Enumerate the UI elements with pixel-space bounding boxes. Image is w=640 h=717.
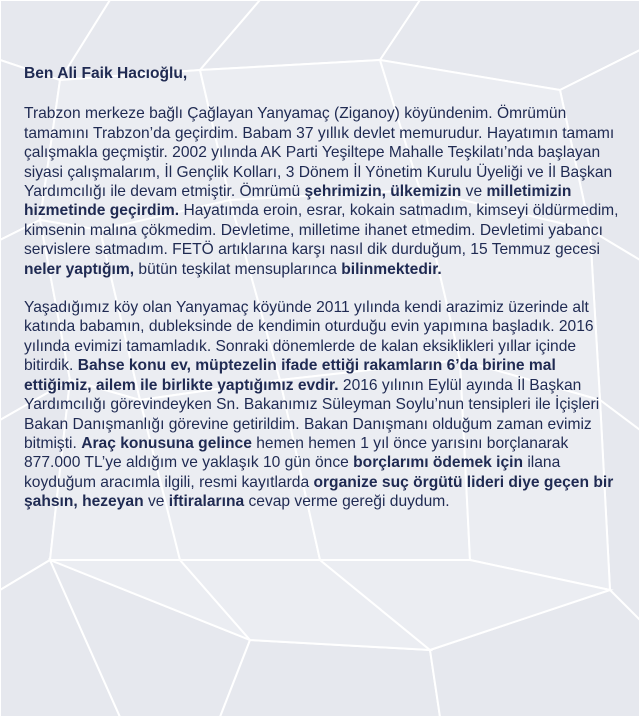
bold-text-segment: milletimizin hizmetinde geçirdim. [24,183,572,220]
paragraph-1 [24,104,624,279]
bold-text-segment: Araç konusuna gelince [81,434,252,452]
bold-text-segment: bilinmektedir. [341,260,442,278]
bold-text-segment: organize suç örgütü lideri diye geçen bir şahsın, hezeyan [24,473,614,511]
text-segment: ve [143,493,169,511]
text-segment: hemen hemen 1 yıl önce yarısını borçlanarak 877.000 TL’ye aldığım ve yaklaşık 10 gün önce [24,434,569,472]
text-segment: cevap verme gereği duydum. [244,493,450,511]
bold-text-segment: borçlarımı ödemek için [353,454,523,472]
text-segment: ve [461,183,487,201]
text-segment: bütün teşkilat mensuplarınca [134,260,342,278]
bold-text-segment: şehrimizin, ülkemizin [304,183,462,201]
bold-text-segment: Bahse konu ev, müptezelin ifade ettiği rakamların 6’da birine mal ettiğimiz, ailem ile birlikte yaptığımız evdir. [24,357,556,394]
bold-text-segment: iftiralarına [168,493,245,511]
text-segment: Trabzon merkeze bağlı Çağlayan Yanyamaç (Ziganoy) köyündenim. Ömrümün tamamını Trabzon’da geçirdim. Babam 37 yıllık devlet memurudur. Hayatımın tamamı çalışmakla geçmiştir. 2002 yılında AK Parti Yeşiltepe Mahalle Teşkilatı’nda başlayan siyasi çalışmalarım, İl Gençlik Kolları, 3 Dönem İl Yönetim Kurulu Üyeliği ve İl Başkan Yardımcılığı ile devam etmiştir. Ömrümü [24,105,615,201]
text-segment: ilana koyduğum aracımla ilgili, resmi kayıtlarda [24,454,561,491]
text-segment: 2016 yılının Eylül ayında İl Başkan Yardımcılığı görevindeyken Sn. Bakanımız Süleyman Soylu’nun tensipleri ile İçişleri Bakan Danışmanlığı görevine getirildim. Bakan Danışmanı olduğum zaman evimiz bitmişti. [24,376,600,452]
letter-body [24,64,624,531]
bold-text-segment: neler yaptığım, [24,260,135,278]
letter-greeting: Ben Ali Faik Hacıoğlu, [24,65,188,82]
text-segment: Hayatımda eroin, esrar, kokain satmadım, kimseyi öldürmedim, kimsenin malına çökmedim. Devletime, milletime ihanet etmedim. Devletimi yabancı servislere satmadım. FETÖ artıklarına karşı nasıl dik durduğum, 15 Temmuz gecesi [24,202,619,259]
paragraph-2 [24,298,624,511]
text-segment: Yaşadığımız köy olan Yanyamaç köyünde 2011 yılında kendi arazimiz üzerinde alt katında babamın, dubleksinde de kendimin oturduğu evin yapımına başladık. 2016 yılında evimizi tamamladık. Sonraki dönemlerde de kalan eksiklikleri yıllar içinde bitirdik. [24,299,594,375]
